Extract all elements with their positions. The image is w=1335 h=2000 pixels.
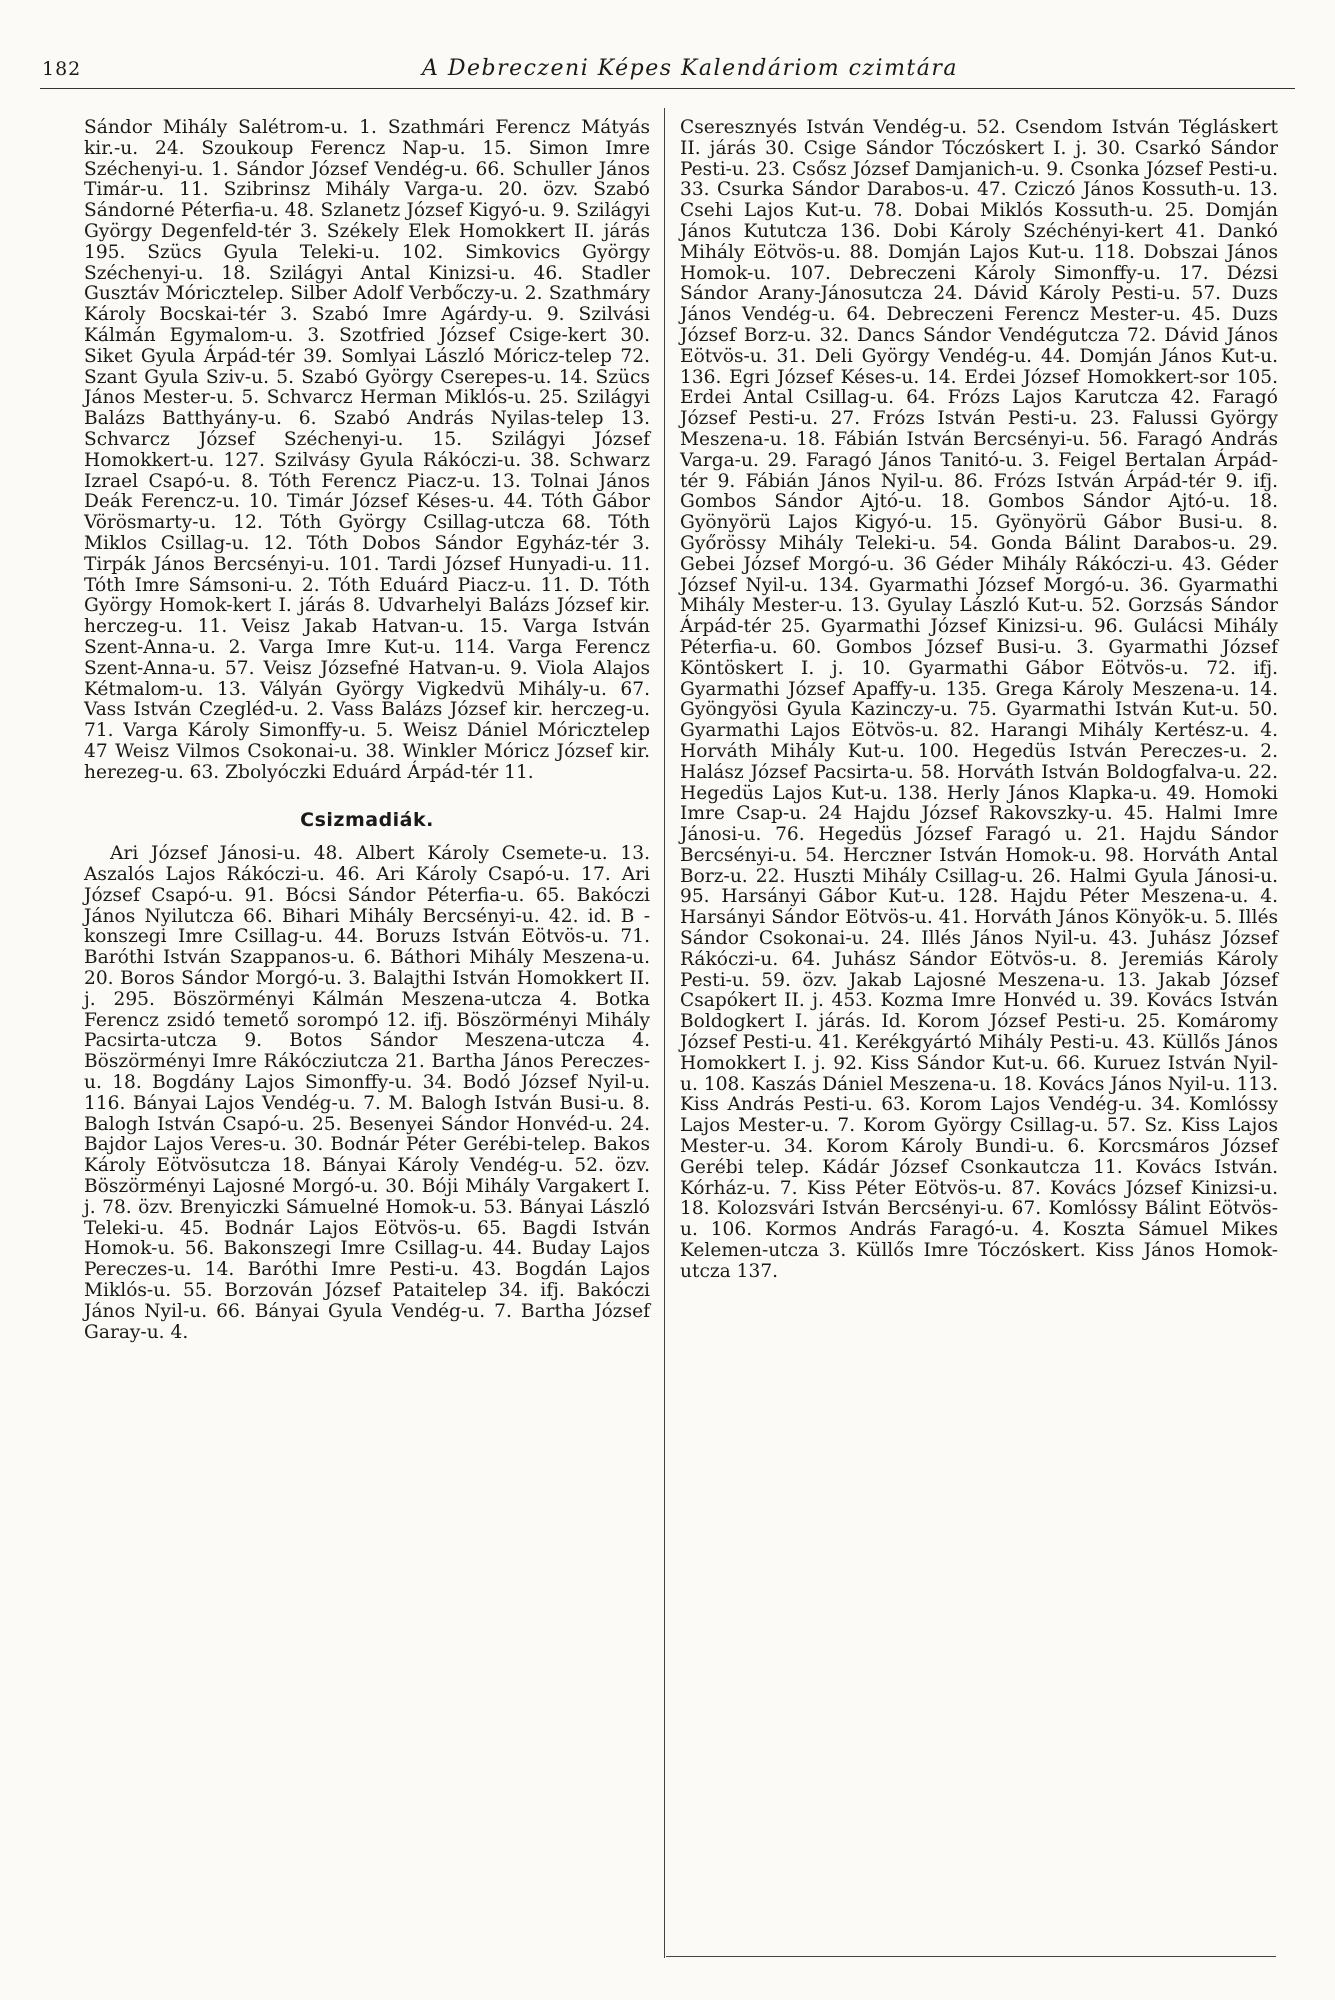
column-bottom-rule [666, 1956, 1276, 1957]
section-heading-csizmadiak: Csizmadiák. [300, 808, 434, 831]
page-number: 182 [42, 58, 82, 80]
header-rule [40, 88, 1295, 89]
left-column [84, 118, 650, 1343]
column-divider [664, 108, 665, 1958]
directory-entries-continued: Sándor Mihály Salétrom-u. 1. Szathmári Ferencz Mátyás kir.-u. 24. Szoukoup Ferencz Nap-u. 15. Simon Imre Széchenyi-u. 1. Sándor József Vendég-u. 66. Schuller János Timár-u. 11. Szibrinsz Mihály Varga-u. 20. özv. Szabó Sándorné Péterfia-u. 48. Szlanetz József Kigyó-u. 9. Szilágyi György Degenfeld-tér 3. Székely Elek Homokkert II. járás 195. Szücs Gyula Teleki-u. 102. Simkovics György Széchenyi-u. 18. Szilágyi Antal Kinizsi-u. 46. Stadler Gusztáv Móricztelep. Silber Adolf Verbőczy-u. 2. Szathmáry Károly Bocskai-tér 3. Szabó Imre Agárdy-u. 9. Szilvási Kálmán Egymalom-u. 3. Szotfried József Csige-kert 30. Siket Gyula Árpád-tér 39. Somlyai László Móricz-telep 72. Szant Gyula Sziv-u. 5. Szabó György Cserepes-u. 14. Szücs János Mester-u. 5. Schvarcz Herman Miklós-u. 25. Szilágyi Balázs Batthyány-u. 6. Szabó András Nyilas-telep 13. Schvarcz József Széchenyi-u. 15. Szilágyi József Homokkert-u. 127. Szilvásy Gyula Rákóczi-u. 38. Schwarz Izrael Csapó-u. 8. Tóth Ferencz Piacz-u. 13. Tolnai János Deák Ferencz-u. 10. Timár József Késes-u. 44. Tóth Gábor Vörösmarty-u. 12. Tóth György Csillag-utcza 68. Tóth Miklos Csillag-u. 12. Tóth Dobos Sándor Egyház-tér 3. Tirpák János Bercsényi-u. 101. Tardi József Hunyadi-u. 11. Tóth Imre Sámsoni-u. 2. Tóth Eduárd Piacz-u. 11. D. Tóth György Homok-kert I. járás 8. Udvarhelyi Balázs József kir. herczeg-u. 11. Veisz Jakab Hatvan-u. 15. Varga István Szent-Anna-u. 2. Varga Imre Kut-u. 114. Varga Ferencz Szent-Anna-u. 57. Veisz Józsefné Hatvan-u. 9. Viola Alajos Kétmalom-u. 13. Vályán György Vigkedvü Mihály-u. 67. Vass István Czegléd-u. 2. Vass Balázs József kir. herczeg-u. 71. Varga Károly Simonffy-u. 5. Weisz Dániel Móricztelep 47 Weisz Vilmos Csokonai-u. 38. Winkler Móricz József kir. herezeg-u. 63. Zbolyóczki Eduárd Árpád-tér 11. [84, 117, 650, 783]
running-head-title: A Debreczeni Képes Kalendáriom czimtára [421, 56, 959, 81]
directory-entries-right: Cseresznyés István Vendég-u. 52. Csendom István Tégláskert II. járás 30. Csige Sándor Tóczóskert I. j. 30. Csarkó Sándor Pesti-u. 23. Csősz József Damjanich-u. 9. Csonka József Pesti-u. 33. Csurka Sándor Darabos-u. 47. Cziczó János Kossuth-u. 13. Csehi Lajos Kut-u. 78. Dobai Miklós Kossuth-u. 25. Domján János Kututcza 136. Dobi Károly Széchényi-kert 41. Dankó Mihály Eötvös-u. 88. Domján Lajos Kut-u. 118. Dobszai János Homok-u. 107. Debreczeni Károly Simonffy-u. 17. Dézsi Sándor Arany-Jánosutcza 24. Dávid Károly Pesti-u. 57. Duzs János Vendég-u. 64. Debreczeni Ferencz Mester-u. 45. Duzs József Borz-u. 32. Dancs Sándor Vendégutcza 72. Dávid János Eötvös-u. 31. Deli György Vendég-u. 44. Domján János Kut-u. 136. Egri József Késes-u. 14. Erdei József Homokkert-sor 105. Erdei Antal Csillag-u. 64. Frózs Lajos Karutcza 42. Faragó József Pesti-u. 27. Frózs István Pesti-u. 23. Falussi György Meszena-u. 18. Fábián István Bercsényi-u. 56. Faragó András Varga-u. 29. Faragó János Tanitó-u. 3. Feigel Bertalan Árpád-tér 9. Fábián János Nyil-u. 86. Frózs István Árpád-tér 9. ifj. Gombos Sándor Ajtó-u. 18. Gombos Sándor Ajtó-u. 18. Gyönyörü Lajos Kigyó-u. 15. Gyönyörü Gábor Busi-u. 8. Győrössy Mihály Teleki-u. 54. Gonda Bálint Darabos-u. 29. Gebei József Morgó-u. 36 Géder Mihály Rákóczi-u. 43. Géder József Nyil-u. 134. Gyarmathi József Morgó-u. 36. Gyarmathi Mihály Mester-u. 13. Gyulay László Kut-u. 52. Gorzsás Sándor Árpád-tér 25. Gyarmathi József Kinizsi-u. 96. Gulácsi Mihály Péterfia-u. 60. Gombos József Busi-u. 3. Gyarmathi József Köntöskert I. j. 10. Gyarmathi Gábor Eötvös-u. 72. ifj. Gyarmathi József Apaffy-u. 135. Grega Károly Meszena-u. 14. Gyöngyösi Gyula Kazinczy-u. 75. Gyarmathi István Kut-u. 50. Gyarmathi Lajos Eötvös-u. 82. Harangi Mihály Kertész-u. 4. Horváth Mihály Kut-u. 100. Hegedüs István Pereczes-u. 2. Halász József Pacsirta-u. 58. Horváth István Boldogfalva-u. 22. Hegedüs Lajos Kut-u. 138. Herly János Klapka-u. 49. Homoki Imre Csap-u. 24 Hajdu József Rakovszky-u. 45. Halmi Imre Jánosi-u. 76. Hegedüs József Faragó u. 21. Hajdu Sándor Bercsényi-u. 54. Herczner István Homok-u. 98. Horváth Antal Borz-u. 22. Huszti Mihály Csillag-u. 26. Halmi Gyula Jánosi-u. 95. Harsányi Gábor Kut-u. 128. Hajdu Péter Meszena-u. 4. Harsányi Sándor Eötvös-u. 41. Horváth János Könyök-u. 5. Illés Sándor Csokonai-u. 24. Illés János Nyil-u. 43. Juhász József Rákóczi-u. 64. Juhász Sándor Eötvös-u. 8. Jeremiás Károly Pesti-u. 59. özv. Jakab Lajosné Meszena-u. 13. Jakab József Csapókert II. j. 453. Kozma Imre Honvéd u. 39. Kovács István Boldogkert I. járás. Id. Korom József Pesti-u. 25. Komáromy József Pesti-u. 41. Kerékgyártó Mihály Pesti-u. 43. Küllős János Homokkert I. j. 92. Kiss Sándor Kut-u. 66. Kuruez István Nyil-u. 108. Kaszás Dániel Meszena-u. 18. Kovács János Nyil-u. 113. Kiss András Pesti-u. 63. Korom Lajos Vendég-u. 34. Komlóssy Lajos Mester-u. 7. Korom György Csillag-u. 57. Sz. Kiss Lajos Mester-u. 34. Korom Károly Bundi-u. 6. Korcsmáros József Gerébi telep. Kádár József Csonkautcza 11. Kovács István. Kórház-u. 7. Kiss Péter Eötvös-u. 87. Kovács József Kinizsi-u. 18. Kolozsvári István Bercsényi-u. 67. Komlóssy Bálint Eötvös-u. 106. Kormos András Faragó-u. 4. Koszta Sámuel Mikes Kelemen-utcza 3. Küllős Imre Tóczóskert. Kiss János Homok-utcza 137. [680, 117, 1278, 1282]
right-column [680, 118, 1278, 1283]
directory-entries-csizmadiak: Ari József Jánosi-u. 48. Albert Károly Csemete-u. 13. Aszalós Lajos Rákóczi-u. 46. Ari Károly Csapó-u. 17. Ari József Csapó-u. 91. Bócsi Sándor Péterfia-u. 65. Bakóczi János Nyilutcza 66. Bihari Mihály Bercsényi-u. 42. id. B - konszegi Imre Csillag-u. 44. Boruzs István Eötvös-u. 71. Baróthi István Szappanos-u. 6. Báthori Mihály Meszena-u. 20. Boros Sándor Morgó-u. 3. Balajthi István Homokkert II. j. 295. Böszörményi Kálmán Meszena-utcza 4. Botka Ferencz zsidó temető sorompó 12. ifj. Böszörményi Mihály Pacsirta-utcza 9. Botos Sándor Meszena-utcza 4. Böszörményi Imre Rákócziutcza 21. Bartha János Pereczes-u. 18. Bogdány Lajos Simonffy-u. 34. Bodó József Nyil-u. 116. Bányai Lajos Vendég-u. 7. M. Balogh István Busi-u. 8. Balogh István Csapó-u. 25. Besenyei Sándor Honvéd-u. 24. Bajdor Lajos Veres-u. 30. Bodnár Péter Gerébi-telep. Bakos Károly Eötvösutcza 18. Bányai Károly Vendég-u. 52. özv. Böszörményi Lajosné Morgó-u. 30. Bóji Mihály Vargakert I. j. 78. özv. Brenyiczki Sámuelné Homok-u. 53. Bányai László Teleki-u. 45. Bodnár Lajos Eötvös-u. 65. Bagdi István Homok-u. 56. Bakonszegi Imre Csillag-u. 44. Buday Lajos Pereczes-u. 14. Baróthi Imre Pesti-u. 43. Bogdán Lajos Miklós-u. 55. Borzován József Pataitelep 34. ifj. Bakóczi János Nyil-u. 66. Bányai Gyula Vendég-u. 7. Bartha József Garay-u. 4. [84, 843, 650, 1343]
